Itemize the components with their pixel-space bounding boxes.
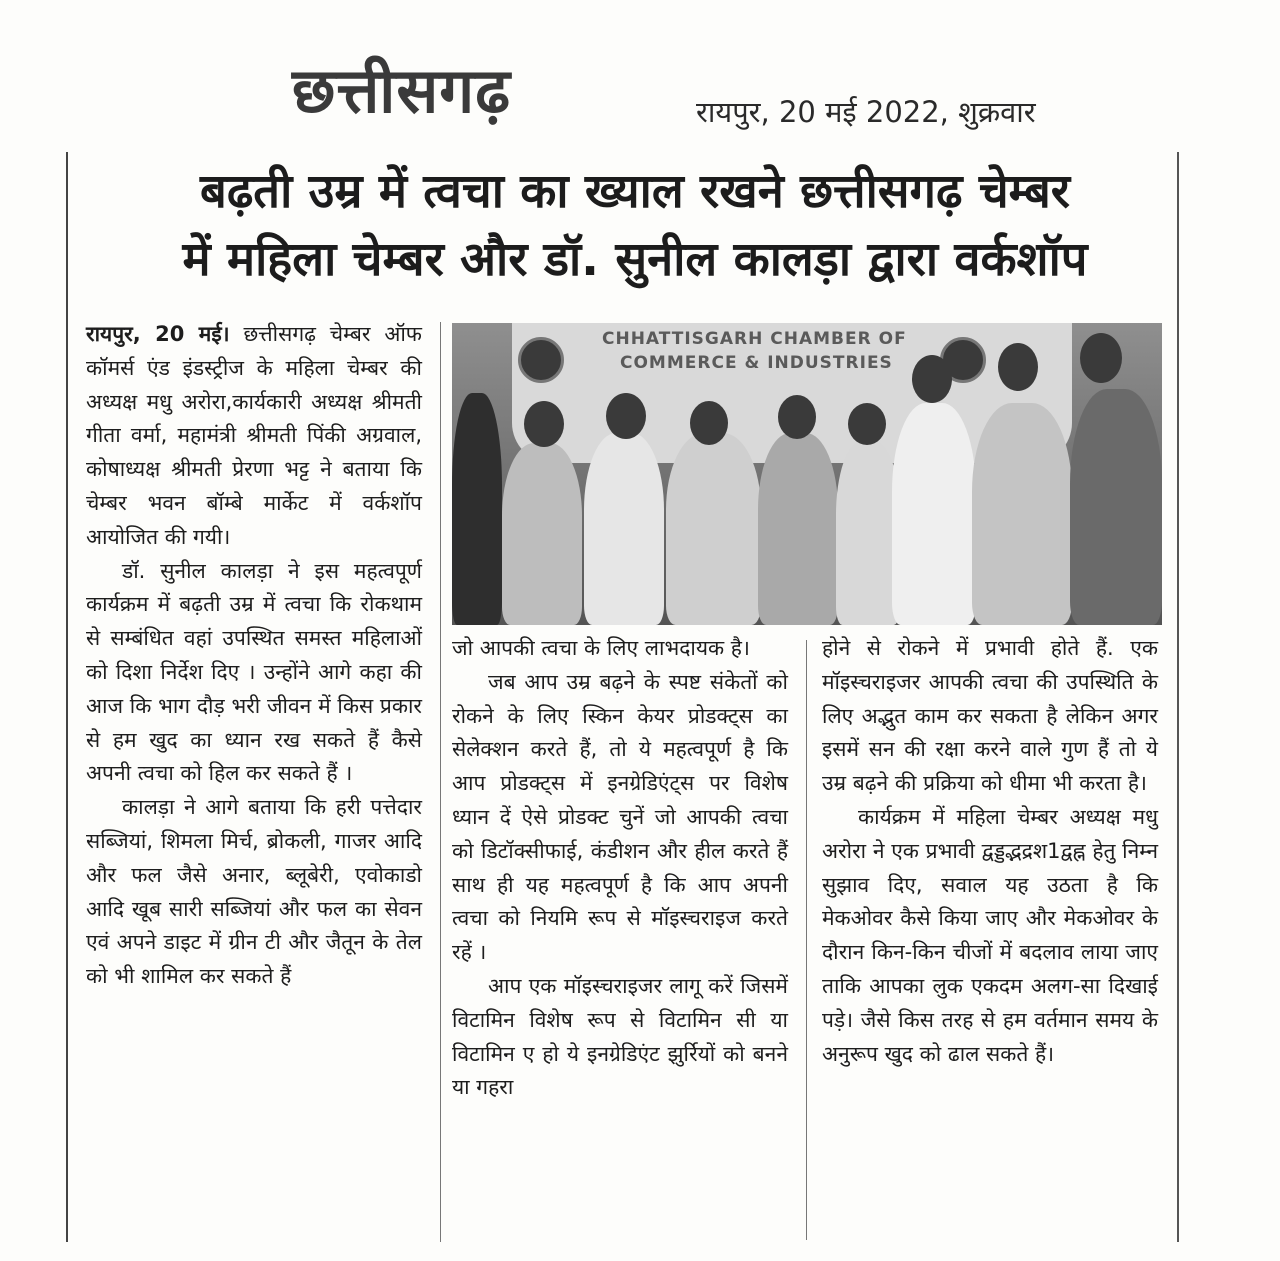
paragraph: होने से रोकने में प्रभावी होते हैं. एक मॉइस्चराइजर आपकी त्वचा की उपस्थिति के लिए अद्भुत काम कर सकता है लेकिन अगर इसमें सन की रक्षा करने वाले गुण हैं तो ये उम्र बढ़ने की प्रक्रिया को धीमा भी करता है। <box>822 636 1158 796</box>
headline-line-2: में महिला चेम्बर और डॉ. सुनील कालड़ा द्वारा वर्कशॉप <box>182 232 1088 287</box>
paragraph: आप एक मॉइस्चराइजर लागू करें जिसमें विटामिन विशेष रूप से विटामिन सी या विटामिन ए हो ये इनग्रेडिएंट झुर्रियों को बनने या गहरा <box>452 973 788 1100</box>
column-divider <box>440 322 441 1242</box>
newspaper-masthead: छत्तीसगढ़ <box>292 54 512 127</box>
person-silhouette <box>502 443 582 625</box>
person-silhouette <box>666 433 761 625</box>
event-photo <box>452 323 1162 625</box>
banner-text: COMMERCE & INDUSTRIES <box>620 353 893 373</box>
paragraph: कार्यक्रम में महिला चेम्बर अध्यक्ष मधु अरोरा ने एक प्रभावी द्वड्डद्भद्रश1द्वह्न हेतु निम्न सुझाव दिए, सवाल यह उठता है कि मेकओवर कैसे किया जाए और मेकओवर के दौरान किन-किन चीजों में बदलाव लाया जाए ताकि आपका लुक एकदम अलग-सा दिखाई पड़े। जैसे किस तरह से हम वर्तमान समय के अनुरूप खुद को ढाल सकते हैं। <box>822 804 1158 1066</box>
person-silhouette <box>836 441 900 625</box>
left-border-rule <box>66 152 68 1242</box>
person-head <box>1080 333 1122 383</box>
person-head <box>848 403 886 445</box>
person-head <box>912 355 952 403</box>
person-head <box>998 343 1038 391</box>
person-head <box>524 401 564 447</box>
article-column-2 <box>452 632 788 1105</box>
person-head <box>778 395 816 439</box>
person-silhouette <box>584 433 664 625</box>
headline-line-1: बढ़ती उम्र में त्वचा का ख्याल रखने छत्तीसगढ़ चेम्बर <box>199 164 1071 219</box>
person-silhouette <box>892 403 976 625</box>
person-silhouette <box>972 403 1072 625</box>
article-headline <box>90 158 1180 294</box>
right-border-rule <box>1177 152 1179 1242</box>
banner-text: CHHATTISGARH CHAMBER OF <box>602 329 907 349</box>
paragraph: जो आपकी त्वचा के लिए लाभदायक है। <box>452 636 750 660</box>
paragraph: कालड़ा ने आगे बताया कि हरी पत्तेदार सब्जियां, शिमला मिर्च, ब्रोकली, गाजर आदि और फल जैसे अनार, ब्लूबेरी, एवोकाडो आदि खूब सारी सब्जियां और फल का सेवन एवं अपने डाइट में ग्रीन टी और जैतून के तेल को भी शामिल कर सकते हैं <box>86 795 422 989</box>
paragraph-text: छत्तीसगढ़ चेम्बर ऑफ कॉमर्स एंड इंडस्ट्रीज के महिला चेम्बर की अध्यक्ष मधु अरोरा,कार्यकारी अध्यक्ष श्रीमती गीता वर्मा, महामंत्री श्रीमती पिंकी अग्रवाल, कोषाध्यक्ष श्रीमती प्रेरणा भट्ट ने बताया कि चेम्बर भवन बॉम्बे मार्केट में वर्कशॉप आयोजित की गयी। <box>86 322 422 549</box>
paragraph: डॉ. सुनील कालड़ा ने इस महत्वपूर्ण कार्यक्रम में बढ़ती उम्र में त्वचा कि रोकथाम से सम्बंधित वहां उपस्थित समस्त महिलाओं को दिशा निर्देश दिए । उन्होंने आगे कहा की आज कि भाग दौड़ भरी जीवन में किस प्रकार से हम खुद का ध्यान रख सकते हैं कैसे अपनी त्वचा को हिल कर सकते हैं । <box>86 558 422 786</box>
person-silhouette <box>758 433 838 625</box>
person-silhouette <box>452 393 502 625</box>
paragraph: जब आप उम्र बढ़ने के स्पष्ट संकेतों को रोकने के लिए स्किन केयर प्रोडक्ट्स का सेलेक्शन करते हैं, तो ये महत्वपूर्ण है कि आप प्रोडक्ट्स में इनग्रेडिएंट्स पर विशेष ध्यान दें ऐसे प्रोडक्ट चुनें जो आपकी त्वचा को डिटॉक्सीफाई, कंडीशन और हील करते हैं साथ ही यह महत्वपूर्ण है कि आप अपनी त्वचा को नियमि रूप से मॉइस्चराइज करते रहें । <box>452 669 788 965</box>
person-silhouette <box>1070 389 1162 625</box>
paragraph <box>86 318 422 555</box>
article-lead-dateline: रायपुर, 20 मई। <box>86 322 230 346</box>
article-column-3 <box>822 632 1158 1071</box>
person-head <box>690 401 728 445</box>
person-head <box>606 393 646 439</box>
article-column-1 <box>86 318 422 994</box>
column-divider <box>806 640 807 1240</box>
dateline: रायपुर, 20 मई 2022, शुक्रवार <box>696 95 1036 129</box>
chamber-logo-icon <box>518 337 564 383</box>
